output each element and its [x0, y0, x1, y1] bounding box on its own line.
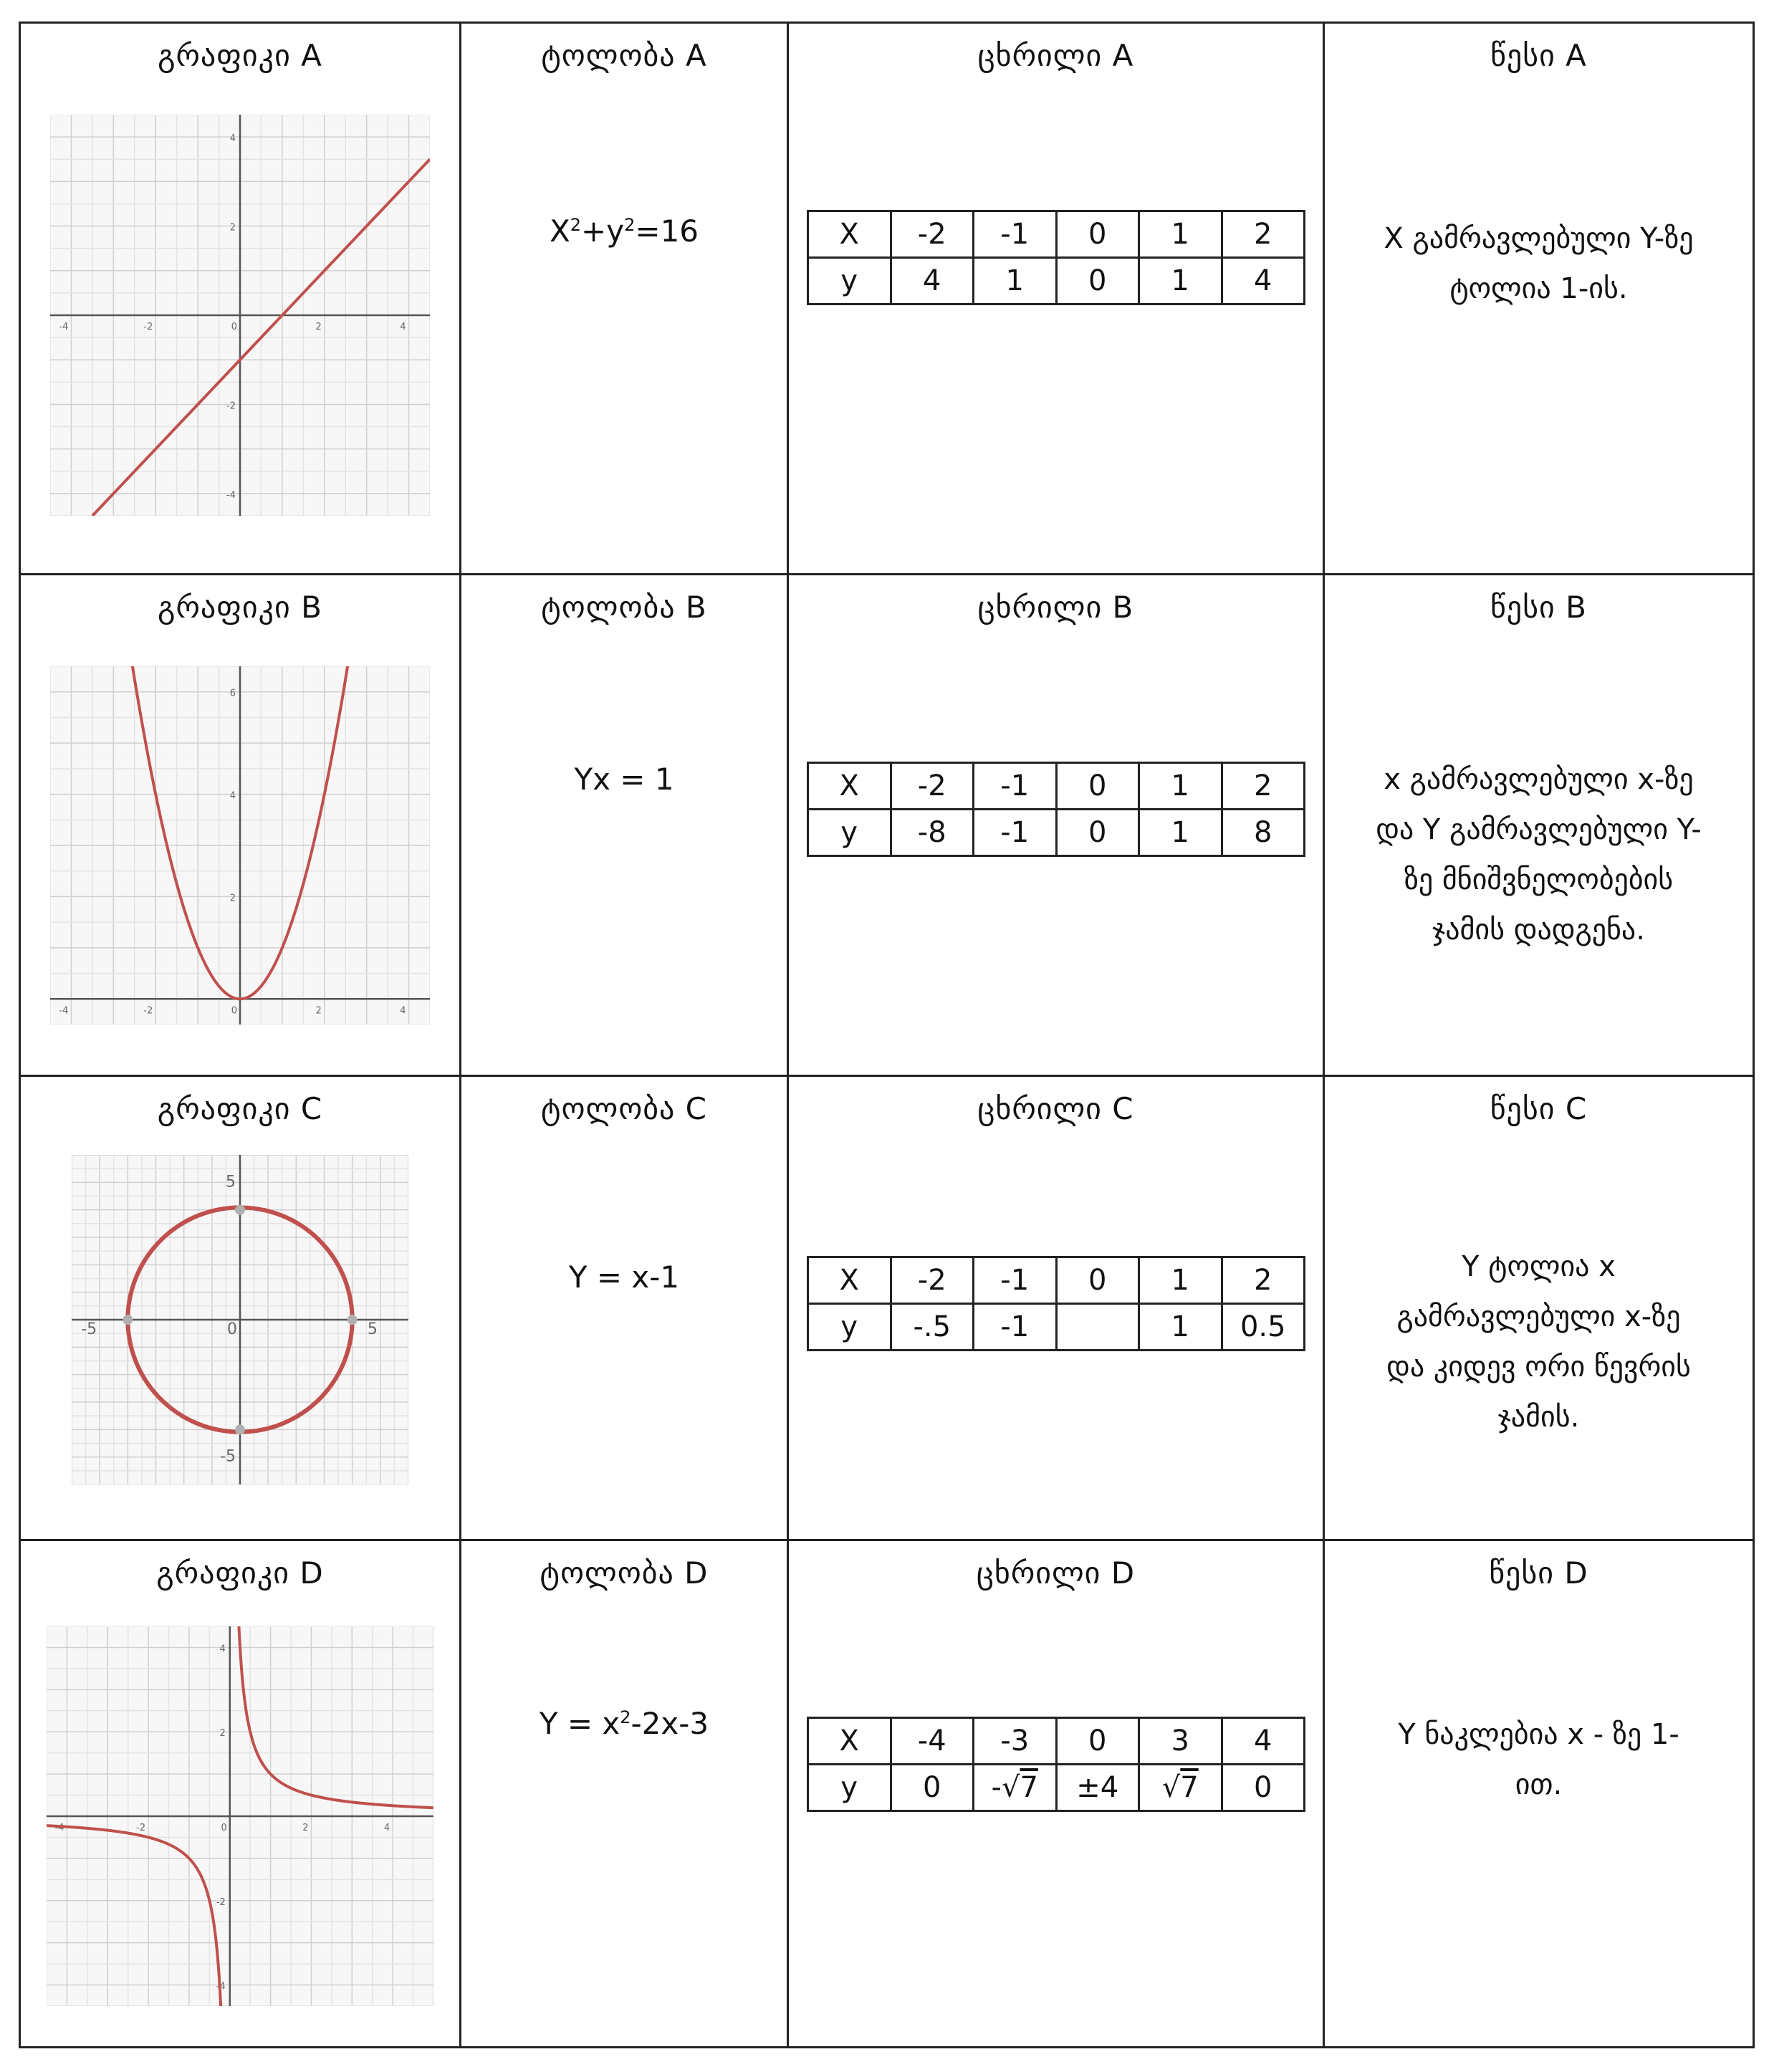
y-label: y	[808, 810, 891, 856]
y-tick-label: -2	[226, 401, 236, 412]
table-cell: 3	[1139, 1718, 1222, 1765]
x-tick-label: -4	[59, 1005, 69, 1017]
table-cell: 2	[1222, 1257, 1305, 1304]
table-cell-d	[788, 1540, 1324, 2048]
table-title-c: ცხრილი C	[977, 1091, 1134, 1126]
graph-cell-b	[20, 575, 461, 1076]
table-cell: -1	[974, 211, 1057, 258]
y-label: y	[808, 1304, 891, 1351]
row-a	[20, 23, 1754, 575]
rule-line: ზე მნიშვნელობების	[1404, 863, 1674, 896]
rule-line: ჯამის დადგენა.	[1432, 913, 1645, 946]
x-tick-label: -2	[136, 1823, 146, 1833]
x-tick-label: -2	[143, 1005, 153, 1017]
equation-d: $Y = x^2-2x-3$	[539, 1706, 709, 1741]
table-cell: 2	[1222, 211, 1305, 258]
equation-title-d: ტოლობა D	[540, 1555, 709, 1591]
table-cell: -1	[974, 763, 1057, 810]
x-tick-label: 0	[231, 322, 237, 332]
x-tick-label: 4	[383, 1823, 390, 1833]
rule-cell-c	[1324, 1076, 1754, 1540]
table-cell: 1	[1139, 1304, 1222, 1351]
y-tick-label: 4	[229, 790, 236, 802]
table-cell: 1	[1139, 1257, 1222, 1304]
table-cell: 0	[1056, 1257, 1139, 1304]
table-title-a: ცხრილი A	[977, 38, 1134, 73]
value-table-b	[807, 762, 1305, 857]
table-cell: -√7	[974, 1765, 1057, 1811]
table-cell-c	[788, 1076, 1324, 1540]
equation-cell-d	[461, 1540, 788, 2048]
x-label: X	[808, 763, 891, 810]
table-cell: -3	[974, 1718, 1057, 1765]
intercept-point	[235, 1424, 245, 1434]
table-cell: -2	[891, 1257, 974, 1304]
y-tick-label: -4	[216, 1981, 226, 1992]
y-tick-label: 4	[229, 133, 236, 145]
rule-title-a: წესი A	[1490, 38, 1587, 73]
graph-title-d: გრაფიკი D	[156, 1555, 324, 1591]
table-cell: -2	[891, 211, 974, 258]
rule-line: ით.	[1515, 1768, 1563, 1801]
table-cell: 0	[1056, 763, 1139, 810]
table-cell: -1	[974, 1257, 1057, 1304]
rule-line: x გამრავლებული x-ზე	[1384, 763, 1694, 796]
x-tick-label: 4	[400, 322, 406, 332]
table-cell-b	[788, 575, 1324, 1076]
rule-line: Y ნაკლებია x - ზე 1-	[1398, 1718, 1679, 1751]
equation-a: $X^2+y^2=16$	[549, 214, 699, 249]
y-tick-label: 2	[229, 222, 236, 234]
rule-title-c: წესი C	[1490, 1091, 1588, 1126]
rule-line: X გამრავლებული Y-ზე	[1384, 222, 1694, 255]
graph-title-b: გრაფიკი B	[158, 590, 322, 625]
table-cell: -1	[974, 1304, 1057, 1351]
value-table-a	[807, 210, 1305, 305]
x-row	[808, 1257, 1305, 1304]
rule-title-b: წესი B	[1490, 590, 1587, 625]
table-cell: -4	[891, 1718, 974, 1765]
graph-title-c: გრაფიკი C	[157, 1091, 323, 1126]
x-label: X	[808, 1718, 891, 1765]
rule-line: Y ტოლია x	[1462, 1250, 1616, 1283]
rule-line: გამრავლებული x-ზე	[1396, 1300, 1681, 1333]
equation-cell-c	[461, 1076, 788, 1540]
value-table-c	[807, 1256, 1305, 1351]
table-cell: 8	[1222, 810, 1305, 856]
graph-a	[50, 115, 430, 516]
x-tick-label: 2	[315, 322, 322, 332]
worksheet-table	[19, 21, 1755, 2048]
table-cell: 0	[1222, 1765, 1305, 1811]
y-tick-label: 2	[229, 893, 236, 904]
value-table-d	[807, 1717, 1305, 1812]
table-cell: 2	[1222, 763, 1305, 810]
y-label: y	[808, 1765, 891, 1811]
table-title-d: ცხრილი D	[976, 1555, 1136, 1591]
table-cell: 0	[891, 1765, 974, 1811]
rule-cell-a	[1324, 23, 1754, 575]
table-cell: 4	[1222, 258, 1305, 304]
table-cell: 4	[1222, 1718, 1305, 1765]
y-tick-label: 5	[226, 1173, 236, 1191]
table-cell: -.5	[891, 1304, 974, 1351]
table-cell: 1	[1139, 258, 1222, 304]
x-tick-label: -2	[143, 322, 153, 332]
x-tick-label: 0	[231, 1005, 237, 1017]
row-c	[20, 1076, 1754, 1540]
intercept-point	[123, 1315, 133, 1325]
graph-c	[72, 1155, 408, 1485]
table-cell: -8	[891, 810, 974, 856]
x-tick-label: 0	[227, 1320, 237, 1338]
intercept-point	[347, 1315, 358, 1325]
table-cell: 0	[1056, 211, 1139, 258]
equation-title-a: ტოლობა A	[541, 38, 707, 73]
x-tick-label: -5	[81, 1320, 97, 1338]
row-b	[20, 575, 1754, 1076]
table-cell: 1	[1139, 763, 1222, 810]
rule-text-c	[1339, 1242, 1738, 1442]
graph-cell-a	[20, 23, 461, 575]
rule-line: ტოლია 1-ის.	[1449, 272, 1628, 305]
rule-line: და Y გამრავლებული Y-	[1376, 813, 1702, 846]
table-cell: 0	[1056, 1718, 1139, 1765]
rule-text-d	[1339, 1709, 1738, 1810]
y-tick-label: 6	[229, 688, 236, 699]
rule-title-d: წესი D	[1489, 1555, 1588, 1591]
y-tick-label: -4	[226, 489, 236, 501]
table-cell: 4	[891, 258, 974, 304]
equation-title-c: ტოლობა C	[541, 1091, 707, 1126]
equation-cell-b	[461, 575, 788, 1076]
rule-cell-d	[1324, 1540, 1754, 2048]
y-row	[808, 1765, 1305, 1811]
rule-text-b	[1339, 754, 1738, 955]
equation-c: Y = x-1	[568, 1260, 680, 1295]
table-cell: ±4	[1056, 1765, 1139, 1811]
y-row	[808, 258, 1305, 304]
table-cell: 1	[974, 258, 1057, 304]
graph-b	[50, 666, 430, 1025]
x-label: X	[808, 211, 891, 258]
table-cell: -2	[891, 763, 974, 810]
equation-b: Yx = 1	[574, 762, 674, 797]
rule-line: ჯამის.	[1497, 1401, 1580, 1434]
table-cell: -1	[974, 810, 1057, 856]
graph-title-a: გრაფიკი A	[158, 38, 322, 73]
graph-cell-d	[20, 1540, 461, 2048]
table-cell: 1	[1139, 211, 1222, 258]
intercept-point	[235, 1205, 245, 1215]
x-row	[808, 763, 1305, 810]
table-cell: 1	[1139, 810, 1222, 856]
rule-line: და კიდევ ორი წევრის	[1386, 1351, 1691, 1383]
x-label: X	[808, 1257, 891, 1304]
x-tick-label: 2	[302, 1823, 309, 1833]
graph-d	[47, 1626, 433, 2006]
y-tick-label: 2	[219, 1728, 226, 1740]
table-cell	[1056, 1304, 1139, 1351]
y-tick-label: -5	[220, 1447, 236, 1466]
rule-text-a	[1339, 214, 1738, 314]
y-tick-label: -2	[216, 1896, 226, 1908]
table-cell: 0	[1056, 258, 1139, 304]
y-row	[808, 1304, 1305, 1351]
table-cell: 0.5	[1222, 1304, 1305, 1351]
x-tick-label: 2	[315, 1005, 322, 1017]
x-tick-label: 4	[400, 1005, 406, 1017]
row-d	[20, 1540, 1754, 2048]
x-tick-label: -4	[54, 1823, 64, 1833]
y-tick-label: 4	[219, 1644, 226, 1655]
table-cell: √7	[1139, 1765, 1222, 1811]
table-title-b: ცხრილი B	[977, 590, 1134, 625]
table-cell-a	[788, 23, 1324, 575]
x-tick-label: 0	[221, 1823, 227, 1833]
x-row	[808, 211, 1305, 258]
graph-cell-c	[20, 1076, 461, 1540]
x-tick-label: 5	[367, 1320, 378, 1338]
x-tick-label: -4	[59, 322, 69, 332]
y-row	[808, 810, 1305, 856]
x-row	[808, 1718, 1305, 1765]
table-cell: 0	[1056, 810, 1139, 856]
equation-title-b: ტოლობა B	[541, 590, 707, 625]
rule-cell-b	[1324, 575, 1754, 1076]
equation-cell-a	[461, 23, 788, 575]
y-label: y	[808, 258, 891, 304]
